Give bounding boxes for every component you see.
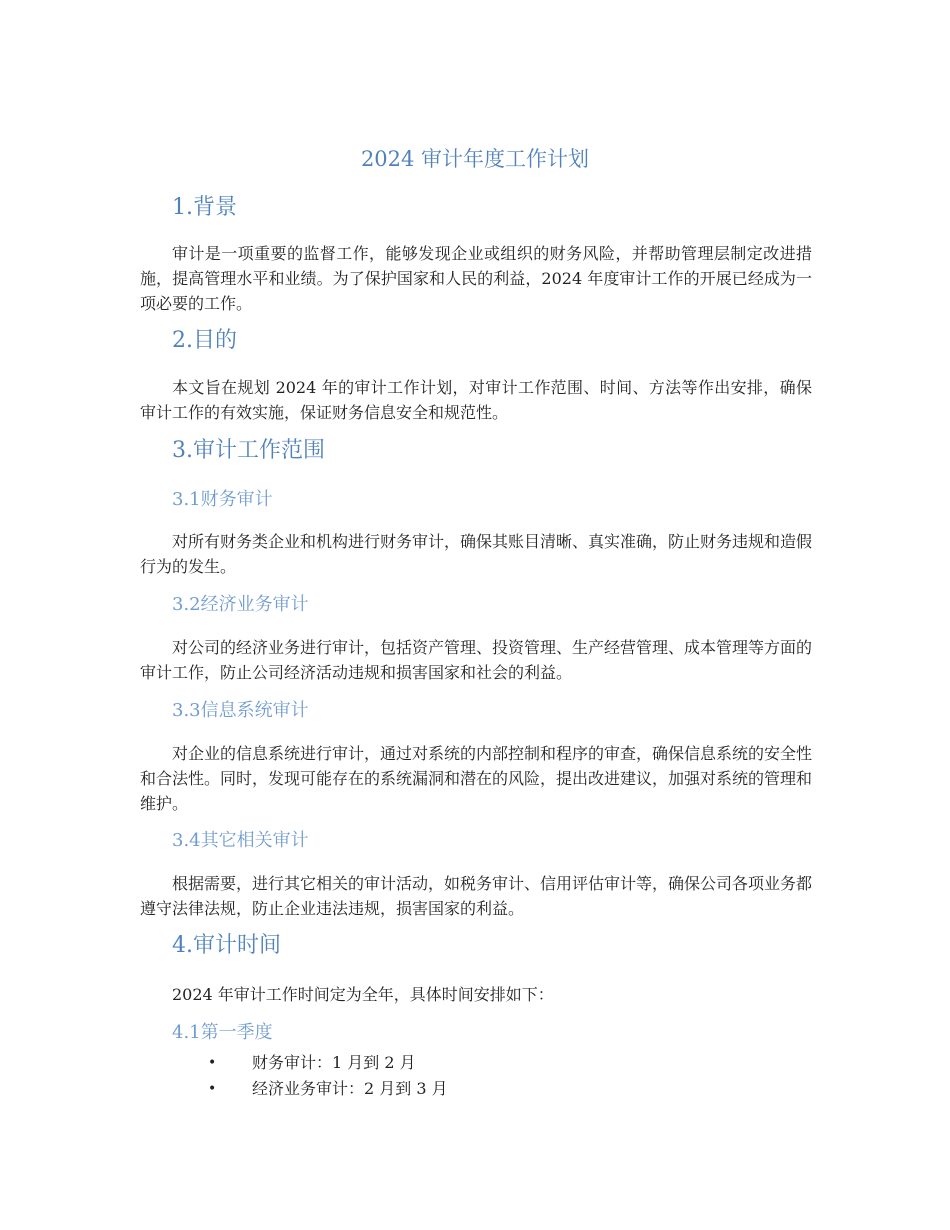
subsection-heading-q1: 4.1第一季度 (172, 1022, 273, 1043)
bullet-icon: • (208, 1081, 217, 1097)
section-heading-purpose: 2.目的 (172, 328, 237, 353)
subsection-heading-economic-audit: 3.2经济业务审计 (172, 594, 309, 615)
financial-audit-paragraph: 对所有财务类企业和机构进行财务审计，确保其账目清晰、真实准确，防止财务违规和造假行为的发生。 (140, 532, 813, 576)
other-audit-paragraph: 根据需要，进行其它相关的审计活动，如税务审计、信用评估审计等，确保公司各项业务都遵守法律法规，防止企业违法违规，损害国家的利益。 (140, 874, 813, 918)
subsection-heading-it-audit: 3.3信息系统审计 (172, 700, 309, 721)
list-item-text: 财务审计：1 月到 2 月 (252, 1053, 416, 1072)
it-audit-paragraph: 对企业的信息系统进行审计，通过对系统的内部控制和程序的审查，确保信息系统的安全性和合法性。同时，发现可能存在的系统漏洞和潜在的风险，提出改进建议，加强对系统的管理和维护。 (140, 744, 813, 813)
list-item-text: 经济业务审计：2 月到 3 月 (252, 1079, 448, 1098)
economic-audit-paragraph: 对公司的经济业务进行审计，包括资产管理、投资管理、生产经营管理、成本管理等方面的审计工作，防止公司经济活动违规和损害国家和社会的利益。 (140, 638, 813, 682)
background-paragraph: 审计是一项重要的监督工作，能够发现企业或组织的财务风险，并帮助管理层制定改进措施，提高管理水平和业绩。为了保护国家和人民的利益，2024 年度审计工作的开展已经成为一项必要的工作。 (140, 244, 812, 313)
section-heading-scope: 3.审计工作范围 (172, 438, 325, 463)
section-heading-background: 1.背景 (172, 195, 237, 220)
bullet-icon: • (208, 1055, 217, 1071)
document-title: 2024 审计年度工作计划 (360, 147, 590, 171)
purpose-paragraph: 本文旨在规划 2024 年的审计工作计划，对审计工作范围、时间、方法等作出安排，确保审计工作的有效实施，保证财务信息安全和规范性。 (140, 378, 812, 422)
schedule-intro: 2024 年审计工作时间定为全年，具体时间安排如下： (172, 985, 554, 1004)
subsection-heading-financial-audit: 3.1财务审计 (172, 489, 273, 510)
section-heading-schedule: 4.审计时间 (172, 933, 281, 958)
subsection-heading-other-audit: 3.4其它相关审计 (172, 830, 309, 851)
